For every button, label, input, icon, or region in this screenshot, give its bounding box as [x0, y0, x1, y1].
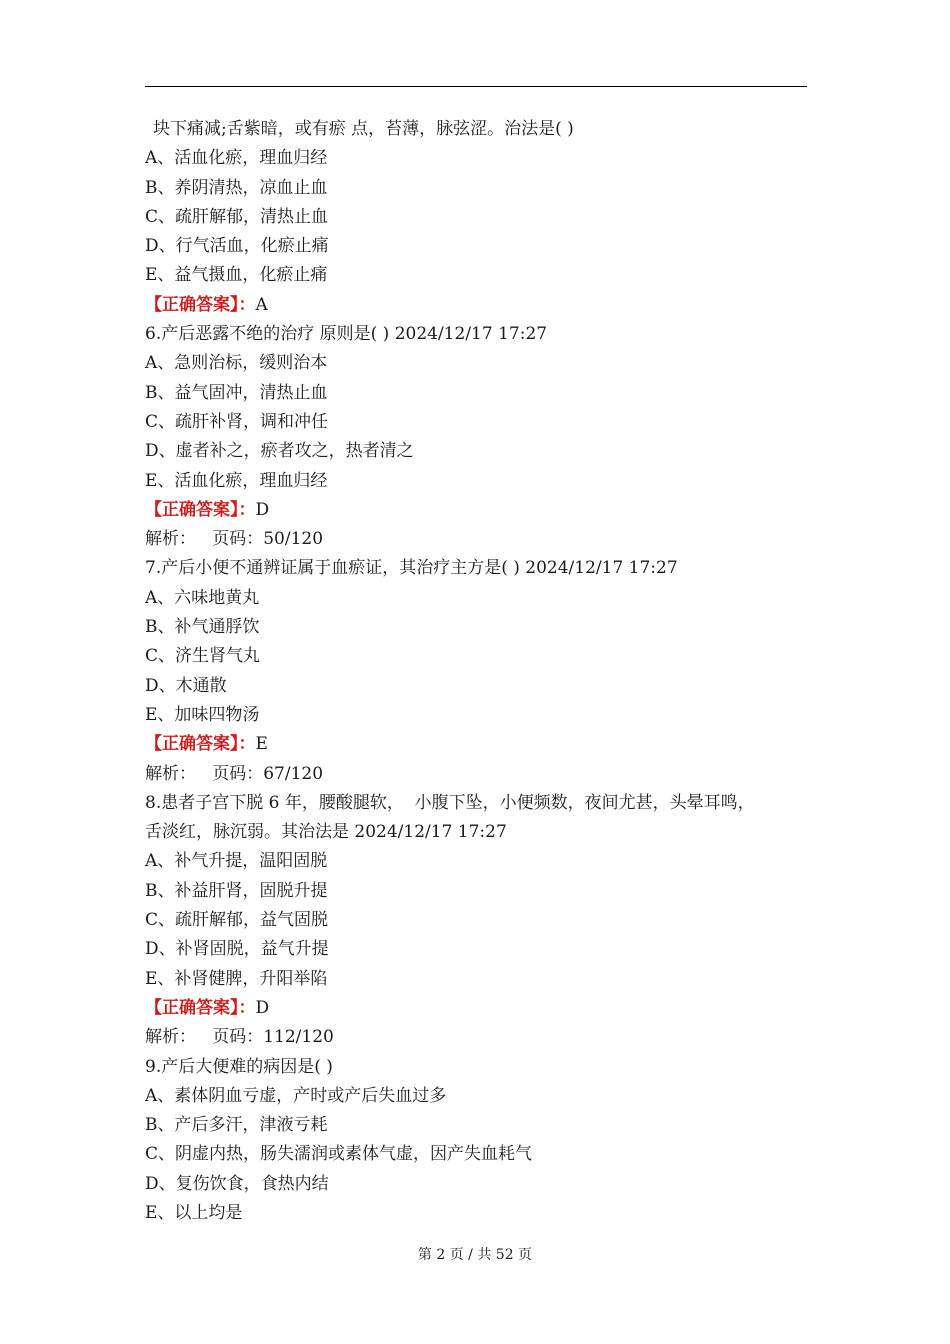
answer-label: 【正确答案】	[145, 997, 239, 1018]
option-e: E、活血化瘀，理血归经	[145, 470, 328, 491]
option-a: A、急则治标，缓则治本	[145, 353, 328, 374]
answer-label: 【正确答案】	[145, 294, 239, 315]
question-stem: 8.患者子宫下脱 6 年，腰酸腿软， 小腹下坠，小便频数，夜间尤甚，头晕耳鸣，	[145, 792, 755, 813]
answer-value: A	[255, 294, 268, 315]
answer-colon: ：	[238, 294, 256, 315]
correct-answer	[145, 730, 815, 759]
option-b: B、益气固冲，清热止血	[145, 382, 328, 403]
option-d: D、行气活血，化瘀止痛	[145, 236, 329, 257]
document-body	[145, 115, 815, 1228]
answer-colon: ：	[238, 997, 256, 1018]
answer-label: 【正确答案】	[145, 499, 239, 520]
question-stem: 6.产后恶露不绝的治疗 原则是( ) 2024/12/17 17:27	[145, 324, 548, 345]
option-d: D、虚者补之，瘀者攻之，热者清之	[145, 441, 414, 462]
answer-label: 【正确答案】	[145, 734, 239, 755]
answer-value: E	[255, 734, 268, 755]
option-e: E、补肾健脾，升阳举陷	[145, 968, 328, 989]
option-c: C、济生肾气丸	[145, 646, 261, 667]
correct-answer	[145, 496, 815, 525]
answer-value: D	[255, 997, 270, 1018]
option-d: D、补肾固脱，益气升提	[145, 939, 329, 960]
option-c: C、疏肝补肾，调和冲任	[145, 411, 329, 432]
question-stem: 7.产后小便不通辨证属于血瘀证，其治疗主方是( ) 2024/12/17 17:27	[145, 558, 678, 579]
option-b: B、补益肝肾，固脱升提	[145, 880, 328, 901]
analysis: 解析： 页码：112/120	[145, 1027, 334, 1048]
correct-answer	[145, 291, 815, 320]
analysis: 解析： 页码：67/120	[145, 763, 324, 784]
option-a: A、活血化瘀，理血归经	[145, 148, 328, 169]
option-a: A、补气升提，温阳固脱	[145, 851, 328, 872]
answer-colon: ：	[238, 499, 256, 520]
option-c: C、疏肝解郁，清热止血	[145, 206, 329, 227]
option-e: E、益气摄血，化瘀止痛	[145, 265, 328, 286]
question-continuation: 块下痛减;舌紫暗，或有瘀 点，苔薄，脉弦涩。治法是( )	[153, 119, 574, 139]
option-b: B、养阴清热，凉血止血	[145, 177, 328, 198]
analysis: 解析： 页码：50/120	[145, 529, 324, 550]
page-footer: 第 2 页 / 共 52 页	[417, 1247, 533, 1263]
question-stem: 9.产后大便难的病因是( )	[145, 1056, 333, 1077]
option-b: B、补气通脬饮	[145, 617, 260, 638]
option-e: E、以上均是	[145, 1202, 243, 1223]
option-d: D、复伤饮食，食热内结	[145, 1173, 329, 1194]
option-a: A、素体阴血亏虚，产时或产后失血过多	[145, 1085, 447, 1106]
option-e: E、加味四物汤	[145, 704, 260, 725]
option-d: D、木通散	[145, 675, 227, 696]
answer-colon: ：	[238, 734, 256, 755]
header-rule	[145, 86, 807, 87]
correct-answer	[145, 994, 815, 1023]
option-c: C、疏肝解郁，益气固脱	[145, 910, 329, 931]
answer-value: D	[255, 499, 270, 520]
option-b: B、产后多汗，津液亏耗	[145, 1115, 328, 1136]
option-a: A、六味地黄丸	[145, 587, 260, 608]
question-stem-continued: 舌淡红，脉沉弱。其治法是 2024/12/17 17:27	[145, 822, 507, 843]
option-c: C、阴虚内热，肠失濡润或素体气虚，因产失血耗气	[145, 1144, 533, 1165]
